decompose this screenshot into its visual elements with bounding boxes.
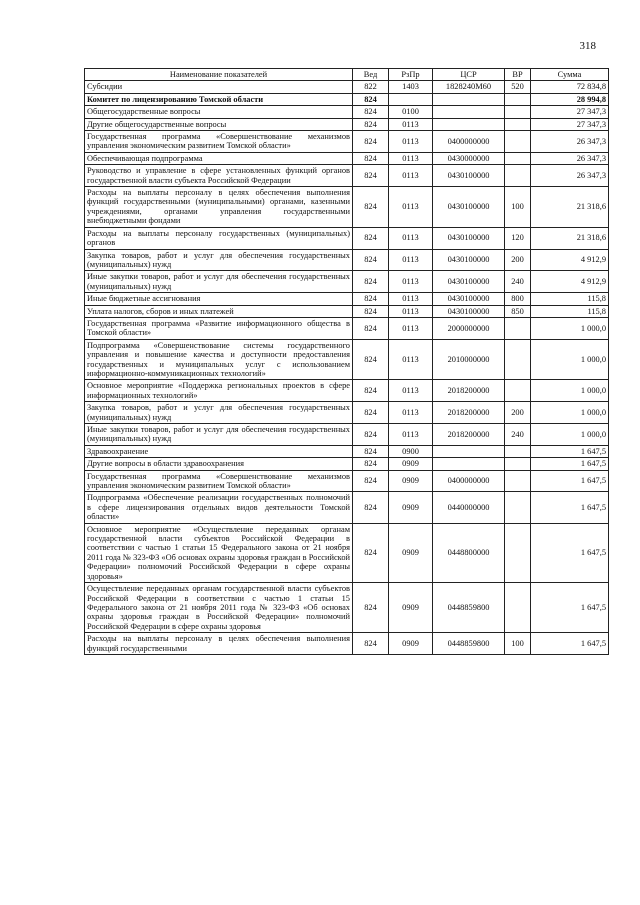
cell-vr — [505, 583, 531, 633]
cell-csr: 0440000000 — [433, 492, 505, 523]
cell-ved: 824 — [353, 118, 389, 130]
cell-vr: 200 — [505, 402, 531, 424]
cell-rzpr: 0100 — [389, 106, 433, 118]
cell-name: Государственная программа «Совершенствование механизмов управления экономическим развитием Томской области» — [85, 131, 353, 153]
budget-table — [84, 68, 609, 655]
table-row — [85, 380, 609, 402]
cell-sum: 1 647,5 — [531, 458, 609, 470]
cell-rzpr: 0113 — [389, 317, 433, 339]
cell-rzpr: 0113 — [389, 152, 433, 164]
cell-name: Подпрограмма «Совершенствование системы государственного управления и повышение качества и доступности предоставления государственных и муниципальных услуг с использованием информационно-коммуникационных технологий» — [85, 339, 353, 380]
cell-rzpr: 0113 — [389, 271, 433, 293]
table-row — [85, 305, 609, 317]
cell-rzpr: 0113 — [389, 165, 433, 187]
cell-name: Осуществление переданных органам государственной власти субъектов Российской Федерации в соответствии с частью 1 статьи 15 Федерального закона от 21 ноября 2011 года № 323-ФЗ «Об основах охраны здоровья граждан в Российской Федерации» полномочий Российской Федерации в сфере охраны здоровья — [85, 583, 353, 633]
cell-rzpr: 0909 — [389, 492, 433, 523]
header-name: Наименование показателей — [85, 69, 353, 81]
table-row — [85, 523, 609, 582]
cell-rzpr: 0909 — [389, 458, 433, 470]
table-row — [85, 271, 609, 293]
table-row — [85, 131, 609, 153]
cell-rzpr: 0113 — [389, 118, 433, 130]
cell-sum: 115,8 — [531, 305, 609, 317]
cell-sum: 72 834,8 — [531, 81, 609, 93]
cell-vr: 850 — [505, 305, 531, 317]
cell-ved: 824 — [353, 523, 389, 582]
cell-ved: 824 — [353, 424, 389, 446]
cell-csr — [433, 106, 505, 118]
cell-sum: 1 000,0 — [531, 424, 609, 446]
table-row — [85, 249, 609, 271]
cell-sum: 1 647,5 — [531, 492, 609, 523]
cell-sum: 1 647,5 — [531, 583, 609, 633]
table-row — [85, 93, 609, 105]
cell-name: Руководство и управление в сфере установленных функций органов государственной власти субъекта Российской Федерации — [85, 165, 353, 187]
cell-rzpr: 0113 — [389, 293, 433, 305]
cell-name: Комитет по лицензированию Томской области — [85, 93, 353, 105]
cell-csr: 2010000000 — [433, 339, 505, 380]
cell-sum: 4 912,9 — [531, 249, 609, 271]
cell-ved: 824 — [353, 445, 389, 457]
cell-vr — [505, 93, 531, 105]
cell-rzpr: 0909 — [389, 523, 433, 582]
cell-csr: 0448859800 — [433, 583, 505, 633]
cell-vr: 100 — [505, 633, 531, 655]
cell-vr — [505, 523, 531, 582]
header-rzpr: РзПр — [389, 69, 433, 81]
cell-csr: 0430100000 — [433, 187, 505, 228]
cell-csr — [433, 458, 505, 470]
cell-vr: 100 — [505, 187, 531, 228]
cell-csr: 2018200000 — [433, 402, 505, 424]
cell-sum: 1 647,5 — [531, 445, 609, 457]
cell-csr: 2000000000 — [433, 317, 505, 339]
cell-rzpr: 0113 — [389, 187, 433, 228]
cell-ved: 824 — [353, 470, 389, 492]
cell-ved: 824 — [353, 458, 389, 470]
table-row — [85, 81, 609, 93]
cell-sum: 1 000,0 — [531, 402, 609, 424]
cell-ved: 824 — [353, 633, 389, 655]
cell-rzpr: 1403 — [389, 81, 433, 93]
cell-name: Иные закупки товаров, работ и услуг для обеспечения государственных (муниципальных) нужд — [85, 271, 353, 293]
cell-ved: 824 — [353, 165, 389, 187]
cell-name: Государственная программа «Совершенствование механизмов управления экономическим развитием Томской области» — [85, 470, 353, 492]
cell-name: Расходы на выплаты персоналу государственных (муниципальных) органов — [85, 227, 353, 249]
table-row — [85, 293, 609, 305]
cell-ved: 824 — [353, 402, 389, 424]
cell-csr: 0448859800 — [433, 633, 505, 655]
cell-ved: 824 — [353, 293, 389, 305]
cell-ved: 824 — [353, 131, 389, 153]
cell-sum: 1 647,5 — [531, 523, 609, 582]
cell-rzpr: 0113 — [389, 339, 433, 380]
cell-csr: 0430100000 — [433, 165, 505, 187]
cell-csr: 2018200000 — [433, 424, 505, 446]
cell-sum: 1 647,5 — [531, 633, 609, 655]
table-row — [85, 458, 609, 470]
cell-vr — [505, 492, 531, 523]
cell-csr: 0448800000 — [433, 523, 505, 582]
cell-name: Здравоохранение — [85, 445, 353, 457]
header-sum: Сумма — [531, 69, 609, 81]
cell-ved: 824 — [353, 305, 389, 317]
cell-ved: 822 — [353, 81, 389, 93]
cell-sum: 21 318,6 — [531, 227, 609, 249]
table-row — [85, 583, 609, 633]
cell-sum: 1 000,0 — [531, 317, 609, 339]
page-number: 318 — [579, 40, 596, 52]
cell-name: Расходы на выплаты персоналу в целях обеспечения выполнения функций государственными (муниципальными) органами, казенными учреждениями, органами управления государственными внебюджетными фондами — [85, 187, 353, 228]
cell-rzpr: 0909 — [389, 583, 433, 633]
cell-ved: 824 — [353, 492, 389, 523]
cell-csr: 0430000000 — [433, 152, 505, 164]
cell-ved: 824 — [353, 271, 389, 293]
cell-csr: 0430100000 — [433, 305, 505, 317]
cell-ved: 824 — [353, 583, 389, 633]
cell-sum: 26 347,3 — [531, 131, 609, 153]
cell-name: Иные бюджетные ассигнования — [85, 293, 353, 305]
cell-csr: 0430100000 — [433, 293, 505, 305]
table-row — [85, 424, 609, 446]
table-row — [85, 445, 609, 457]
cell-sum: 27 347,3 — [531, 118, 609, 130]
cell-sum: 115,8 — [531, 293, 609, 305]
cell-vr: 120 — [505, 227, 531, 249]
cell-name: Закупка товаров, работ и услуг для обеспечения государственных (муниципальных) нужд — [85, 249, 353, 271]
cell-rzpr: 0113 — [389, 305, 433, 317]
table-row — [85, 633, 609, 655]
cell-name: Другие общегосударственные вопросы — [85, 118, 353, 130]
cell-vr — [505, 445, 531, 457]
table-row — [85, 152, 609, 164]
cell-csr: 0400000000 — [433, 470, 505, 492]
cell-rzpr: 0113 — [389, 402, 433, 424]
cell-vr — [505, 458, 531, 470]
cell-rzpr — [389, 93, 433, 105]
table-body — [85, 81, 609, 655]
cell-ved: 824 — [353, 317, 389, 339]
cell-sum: 1 000,0 — [531, 380, 609, 402]
table-row — [85, 317, 609, 339]
cell-rzpr: 0900 — [389, 445, 433, 457]
cell-name: Закупка товаров, работ и услуг для обеспечения государственных (муниципальных) нужд — [85, 402, 353, 424]
cell-rzpr: 0113 — [389, 249, 433, 271]
table-row — [85, 165, 609, 187]
cell-ved: 824 — [353, 187, 389, 228]
cell-name: Общегосударственные вопросы — [85, 106, 353, 118]
cell-rzpr: 0909 — [389, 633, 433, 655]
header-vr: ВР — [505, 69, 531, 81]
cell-vr: 200 — [505, 249, 531, 271]
cell-vr — [505, 339, 531, 380]
cell-vr — [505, 165, 531, 187]
cell-csr: 0400000000 — [433, 131, 505, 153]
cell-name: Основное мероприятие «Поддержка региональных проектов в сфере информационных технологий» — [85, 380, 353, 402]
cell-ved: 824 — [353, 339, 389, 380]
cell-name: Уплата налогов, сборов и иных платежей — [85, 305, 353, 317]
cell-csr: 0430100000 — [433, 271, 505, 293]
cell-name: Расходы на выплаты персоналу в целях обеспечения выполнения функций государственными — [85, 633, 353, 655]
cell-sum: 27 347,3 — [531, 106, 609, 118]
table-row — [85, 470, 609, 492]
cell-ved: 824 — [353, 380, 389, 402]
table-row — [85, 492, 609, 523]
cell-csr: 2018200000 — [433, 380, 505, 402]
cell-name: Обеспечивающая подпрограмма — [85, 152, 353, 164]
header-csr: ЦСР — [433, 69, 505, 81]
cell-rzpr: 0909 — [389, 470, 433, 492]
cell-sum: 26 347,3 — [531, 165, 609, 187]
cell-csr: 0430100000 — [433, 227, 505, 249]
cell-rzpr: 0113 — [389, 424, 433, 446]
cell-sum: 1 647,5 — [531, 470, 609, 492]
cell-vr — [505, 470, 531, 492]
cell-ved: 824 — [353, 227, 389, 249]
table-row — [85, 339, 609, 380]
cell-name: Подпрограмма «Обеспечение реализации государственных полномочий в сфере лицензирования отдельных видов деятельности Томской области» — [85, 492, 353, 523]
cell-vr: 240 — [505, 424, 531, 446]
cell-vr — [505, 106, 531, 118]
cell-csr: 0430100000 — [433, 249, 505, 271]
cell-sum: 4 912,9 — [531, 271, 609, 293]
cell-vr — [505, 380, 531, 402]
cell-name: Государственная программа «Развитие информационного общества в Томской области» — [85, 317, 353, 339]
cell-ved: 824 — [353, 249, 389, 271]
cell-csr — [433, 118, 505, 130]
cell-name: Субсидии — [85, 81, 353, 93]
cell-vr: 520 — [505, 81, 531, 93]
cell-sum: 1 000,0 — [531, 339, 609, 380]
cell-vr: 800 — [505, 293, 531, 305]
table-row — [85, 118, 609, 130]
table-row — [85, 187, 609, 228]
cell-rzpr: 0113 — [389, 227, 433, 249]
table-row — [85, 402, 609, 424]
cell-name: Основное мероприятие «Осуществление переданных органам государственной власти субъектов Российской Федерации в соответствии с частью 1 статьи 15 Федерального закона от 21 ноября 2011 года № 323-ФЗ «Об основах охраны здоровья граждан в Российской Федерации» полномочий Российской Федерации в сфере охраны здоровья» — [85, 523, 353, 582]
cell-vr: 240 — [505, 271, 531, 293]
cell-rzpr: 0113 — [389, 380, 433, 402]
table-header-row — [85, 69, 609, 81]
cell-vr — [505, 131, 531, 153]
cell-vr — [505, 317, 531, 339]
cell-ved: 824 — [353, 93, 389, 105]
cell-ved: 824 — [353, 106, 389, 118]
cell-sum: 28 994,8 — [531, 93, 609, 105]
header-ved: Вед — [353, 69, 389, 81]
cell-csr — [433, 93, 505, 105]
cell-csr — [433, 445, 505, 457]
cell-name: Иные закупки товаров, работ и услуг для обеспечения государственных (муниципальных) нужд — [85, 424, 353, 446]
table-row — [85, 106, 609, 118]
cell-rzpr: 0113 — [389, 131, 433, 153]
cell-csr: 1828240М60 — [433, 81, 505, 93]
cell-sum: 21 318,6 — [531, 187, 609, 228]
cell-vr — [505, 152, 531, 164]
cell-sum: 26 347,3 — [531, 152, 609, 164]
table-row — [85, 227, 609, 249]
cell-name: Другие вопросы в области здравоохранения — [85, 458, 353, 470]
cell-ved: 824 — [353, 152, 389, 164]
cell-vr — [505, 118, 531, 130]
